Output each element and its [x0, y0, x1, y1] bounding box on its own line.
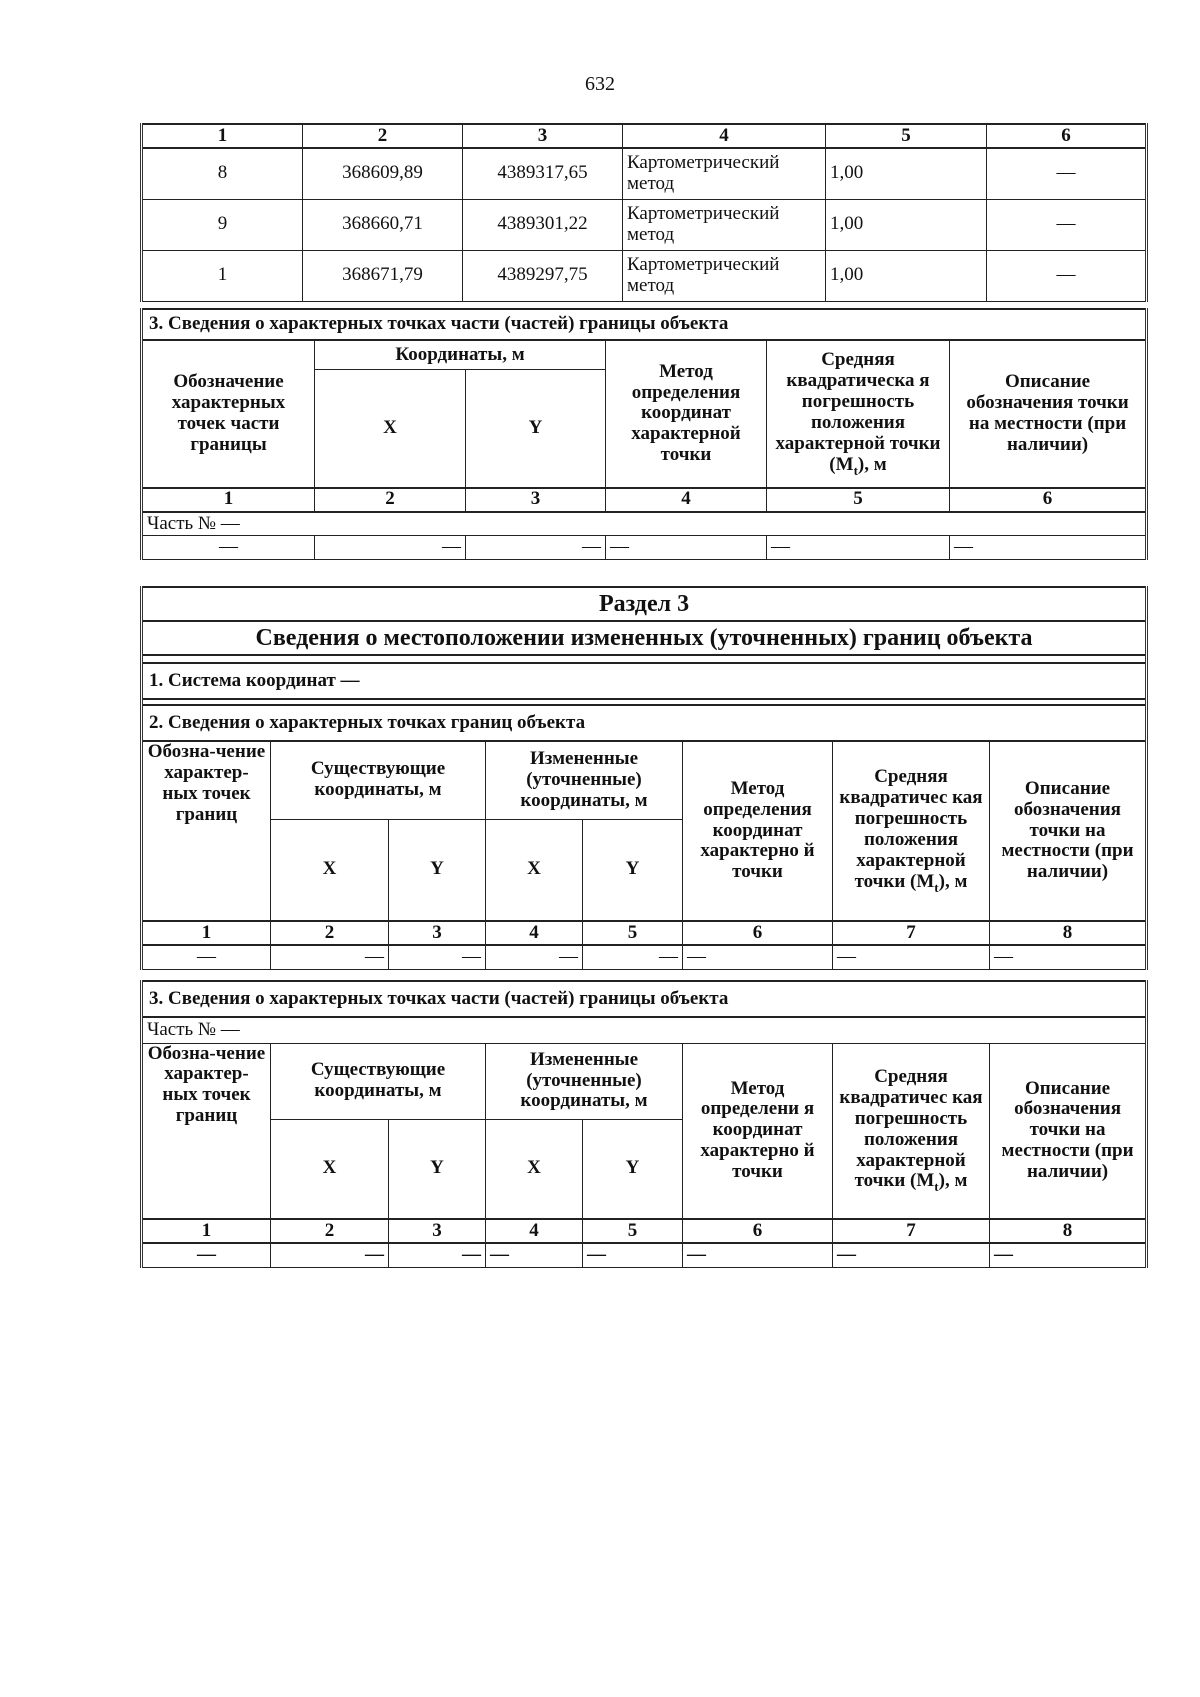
method: Картометрический метод: [623, 199, 826, 250]
description: —: [987, 250, 1147, 301]
col-error: Средняя квадратичес кая погрешность положения характерной точки $(M_t)$, м: [833, 741, 990, 921]
part-label: Часть № —: [142, 1017, 1147, 1043]
coord-y: 4389297,75: [463, 250, 623, 301]
section-3: [140, 586, 1145, 970]
empty-cell: —: [389, 1243, 486, 1267]
col-number: 3: [466, 488, 606, 512]
section-heading: 2. Сведения о характерных точках границ объекта: [142, 705, 1147, 741]
col-error: Средняя квадратичес кая погрешность положения характерной точки $(M_t)$, м: [833, 1043, 990, 1219]
col-existing-coords: Существующие координаты, м: [271, 741, 486, 819]
column-number-row: [142, 124, 1147, 148]
error-value: 1,00: [826, 199, 987, 250]
description: —: [987, 148, 1147, 199]
part-points-table: [140, 308, 1145, 560]
empty-cell: —: [486, 945, 583, 969]
method: Картометрический метод: [623, 148, 826, 199]
col-error: Средняя квадратическа я погрешность положения характерной точки $(M_t)$, м: [767, 340, 950, 488]
empty-cell: —: [683, 945, 833, 969]
col-number: 5: [583, 921, 683, 945]
section-subtitle: Сведения о местоположении измененных (уточненных) границ объекта: [142, 621, 1147, 655]
col-number: 2: [315, 488, 466, 512]
col-number: 8: [990, 1219, 1147, 1243]
empty-cell: —: [142, 1243, 271, 1267]
col-existing-coords: Существующие координаты, м: [271, 1043, 486, 1119]
col-y: Y: [583, 819, 683, 921]
col-x: X: [486, 819, 583, 921]
section-heading: 3. Сведения о характерных точках части (частей) границы объекта: [142, 309, 1147, 340]
col-changed-coords: Измененные (уточненные) координаты, м: [486, 1043, 683, 1119]
col-x: X: [315, 370, 466, 488]
point-number: 1: [142, 250, 303, 301]
col-number: 6: [950, 488, 1147, 512]
error-value: 1,00: [826, 148, 987, 199]
section-heading: 3. Сведения о характерных точках части (частей) границы объекта: [142, 981, 1147, 1017]
col-method: Метод определени я координат характерно й точки: [683, 1043, 833, 1219]
col-changed-coords: Измененные (уточненные) координаты, м: [486, 741, 683, 819]
empty-cell: —: [271, 1243, 389, 1267]
boundary-points-table-continuation: [140, 123, 1145, 302]
section-title: Раздел 3: [142, 587, 1147, 621]
col-number: 5: [826, 124, 987, 148]
empty-cell: —: [466, 536, 606, 560]
col-number: 4: [623, 124, 826, 148]
empty-cell: —: [950, 536, 1147, 560]
coord-x: 368609,89: [303, 148, 463, 199]
col-number: 1: [142, 124, 303, 148]
empty-cell: —: [486, 1243, 583, 1267]
col-designation: Обозначение характерных точек части границы: [142, 340, 315, 488]
col-description: Описание обозначения точки на местности (при наличии): [990, 1043, 1147, 1219]
col-x: X: [486, 1119, 583, 1219]
col-number: 4: [606, 488, 767, 512]
col-number: 2: [303, 124, 463, 148]
col-designation: Обозна-чение характер-ных точек границ: [142, 1043, 271, 1219]
col-number: 5: [767, 488, 950, 512]
table-row: [142, 148, 1147, 199]
error-value: 1,00: [826, 250, 987, 301]
table-row: [142, 945, 1147, 969]
table-row: [142, 199, 1147, 250]
empty-cell: —: [583, 945, 683, 969]
section-3-part-table: [140, 980, 1145, 1268]
col-number: 3: [463, 124, 623, 148]
empty-cell: —: [315, 536, 466, 560]
page-number: 632: [585, 73, 615, 95]
col-y: Y: [466, 370, 606, 488]
empty-cell: —: [683, 1243, 833, 1267]
col-number: 2: [271, 921, 389, 945]
empty-cell: —: [833, 945, 990, 969]
empty-cell: —: [142, 536, 315, 560]
col-number: 1: [142, 921, 271, 945]
point-number: 9: [142, 199, 303, 250]
coordinate-system: 1. Система координат —: [142, 663, 1147, 699]
coord-x: 368671,79: [303, 250, 463, 301]
description: —: [987, 199, 1147, 250]
table-row: [142, 536, 1147, 560]
method: Картометрический метод: [623, 250, 826, 301]
col-y: Y: [583, 1119, 683, 1219]
col-number: 6: [683, 921, 833, 945]
empty-cell: —: [583, 1243, 683, 1267]
column-number-row: [142, 488, 1147, 512]
column-number-row: [142, 921, 1147, 945]
table-row: [142, 1243, 1147, 1267]
empty-cell: —: [990, 1243, 1147, 1267]
col-description: Описание обозначения точки на местности (при наличии): [990, 741, 1147, 921]
col-method: Метод определения координат характерной точки: [606, 340, 767, 488]
col-number: 1: [142, 488, 315, 512]
col-number: 3: [389, 1219, 486, 1243]
table-row: [142, 250, 1147, 301]
col-number: 3: [389, 921, 486, 945]
empty-cell: —: [833, 1243, 990, 1267]
col-number: 6: [683, 1219, 833, 1243]
col-number: 7: [833, 1219, 990, 1243]
empty-cell: —: [767, 536, 950, 560]
col-number: 7: [833, 921, 990, 945]
col-y: Y: [389, 819, 486, 921]
col-number: 4: [486, 921, 583, 945]
col-number: 6: [987, 124, 1147, 148]
coord-x: 368660,71: [303, 199, 463, 250]
col-number: 5: [583, 1219, 683, 1243]
coord-y: 4389317,65: [463, 148, 623, 199]
col-description: Описание обозначения точки на местности (при наличии): [950, 340, 1147, 488]
col-method: Метод определения координат характерно й точки: [683, 741, 833, 921]
column-number-row: [142, 1219, 1147, 1243]
col-number: 8: [990, 921, 1147, 945]
col-number: 1: [142, 1219, 271, 1243]
empty-cell: —: [990, 945, 1147, 969]
col-number: 4: [486, 1219, 583, 1243]
empty-cell: —: [389, 945, 486, 969]
col-x: X: [271, 819, 389, 921]
col-y: Y: [389, 1119, 486, 1219]
col-coordinates: Координаты, м: [315, 340, 606, 370]
point-number: 8: [142, 148, 303, 199]
part-label: Часть № —: [142, 512, 1147, 536]
empty-cell: —: [606, 536, 767, 560]
coord-y: 4389301,22: [463, 199, 623, 250]
col-number: 2: [271, 1219, 389, 1243]
empty-cell: —: [142, 945, 271, 969]
col-x: X: [271, 1119, 389, 1219]
empty-cell: —: [271, 945, 389, 969]
col-designation: Обозна-чение характер-ных точек границ: [142, 741, 271, 921]
